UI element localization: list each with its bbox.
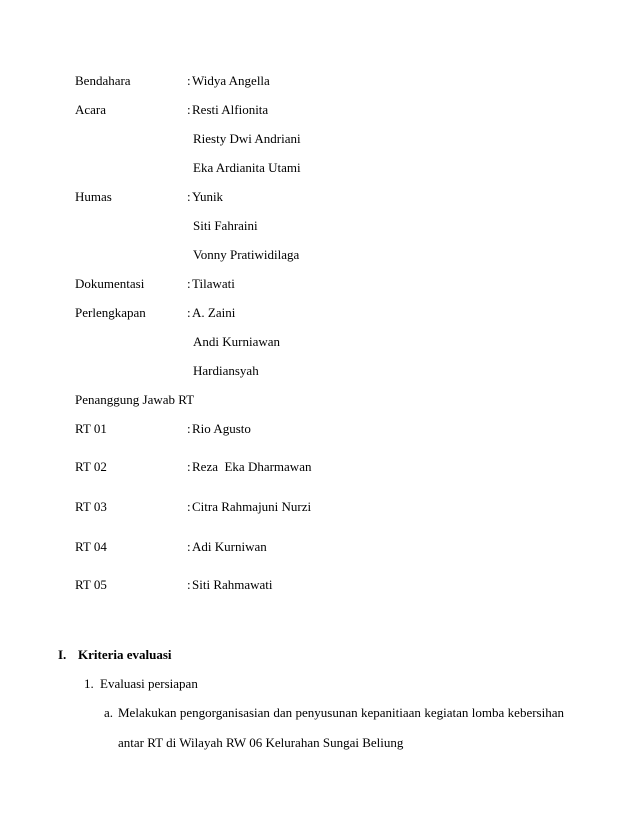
committee-row-bendahara: Bendahara :Widya Angella [75, 73, 270, 88]
rt-name: Citra Rahmajuni Nurzi [192, 499, 312, 514]
rt-name: Rio Agusto [192, 421, 251, 436]
member-name: Vonny Pratiwidilaga [193, 247, 300, 262]
section-title: Kriteria evaluasi [78, 647, 172, 662]
rt-label: RT 04 [75, 539, 107, 554]
pj-heading: Penanggung Jawab RT [75, 392, 195, 407]
member-name: Hardiansyah [193, 363, 259, 378]
section-heading [58, 646, 172, 664]
member-name: Widya Angella [192, 73, 270, 88]
subsection-heading [84, 675, 198, 693]
role-label: Acara [75, 102, 107, 117]
rt-label: RT 01 [75, 421, 107, 436]
member-name: Eka Ardianita Utami [193, 160, 301, 175]
rt-label: RT 03 [75, 499, 107, 514]
role-label: Dokumentasi [75, 276, 145, 291]
subsection-number: 1. [84, 676, 94, 691]
rt-row-01: RT 01 :Rio Agusto [75, 421, 251, 436]
section-number: I. [58, 647, 67, 662]
member-name: A. Zaini [192, 305, 236, 320]
committee-row-dokumentasi: Dokumentasi :Tilawati [75, 276, 235, 291]
role-label: Humas [75, 189, 112, 204]
item-text-line1: Melakukan pengorganisasian dan penyusunan kepanitiaan kegiatan lomba kebersihan [118, 705, 564, 720]
role-label: Perlengkapan [75, 305, 146, 320]
role-label: Bendahara [75, 73, 131, 88]
committee-row-humas: Humas :Yunik [75, 189, 224, 204]
rt-name: Siti Rahmawati [192, 577, 273, 592]
list-item [104, 704, 564, 722]
member-name: Resti Alfionita [192, 102, 269, 117]
rt-row-04: RT 04 :Adi Kurniwan [75, 539, 267, 554]
rt-row-02: RT 02 :Reza Eka Dharmawan [75, 459, 312, 474]
subsection-title: Evaluasi persiapan [100, 676, 198, 691]
rt-label: RT 05 [75, 577, 107, 592]
committee-row-acara: Acara :Resti Alfionita [75, 102, 269, 117]
rt-name: Adi Kurniwan [192, 539, 267, 554]
item-letter: a. [104, 705, 114, 720]
item-text-line2: antar RT di Wilayah RW 06 Kelurahan Sungai Beliung [118, 735, 404, 750]
rt-row-05: RT 05 :Siti Rahmawati [75, 577, 273, 592]
member-name: Siti Fahraini [193, 218, 258, 233]
rt-label: RT 02 [75, 459, 107, 474]
member-name: Yunik [192, 189, 224, 204]
member-name: Tilawati [192, 276, 235, 291]
member-name: Andi Kurniawan [193, 334, 281, 349]
committee-row-perlengkapan: Perlengkapan :A. Zaini [75, 305, 236, 320]
member-name: Riesty Dwi Andriani [193, 131, 301, 146]
rt-row-03: RT 03 :Citra Rahmajuni Nurzi [75, 499, 312, 514]
rt-name: Reza Eka Dharmawan [192, 459, 312, 474]
